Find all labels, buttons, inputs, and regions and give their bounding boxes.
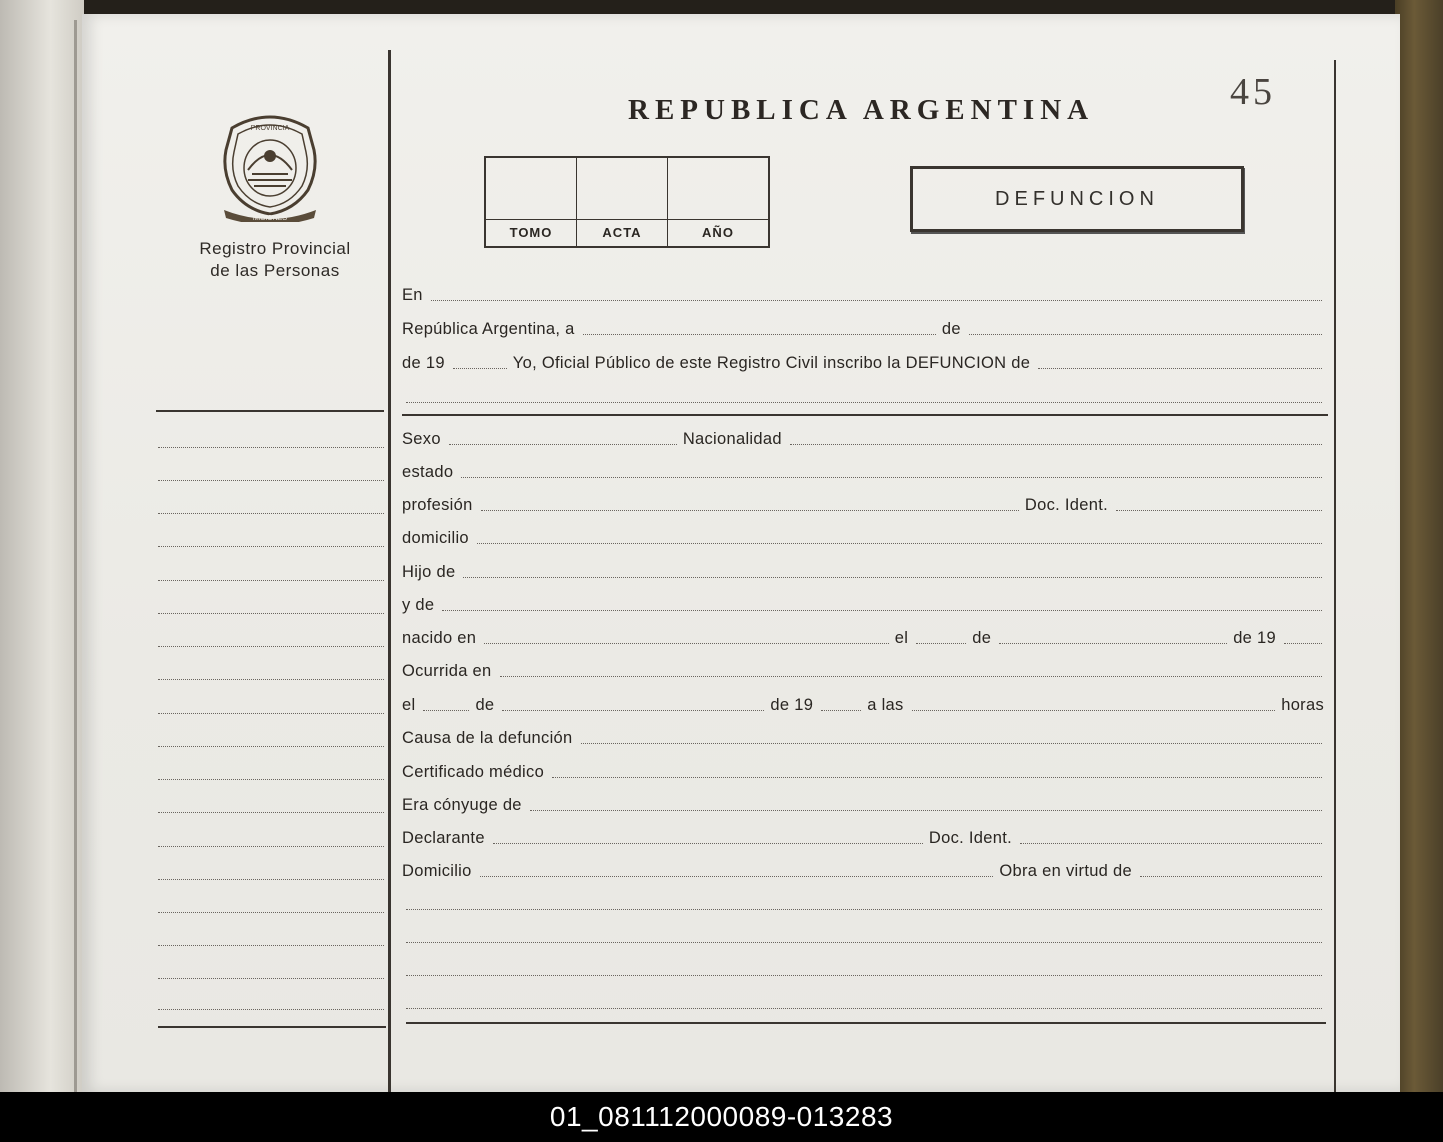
page-title: REPUBLICA ARGENTINA: [628, 94, 1095, 126]
record-number-box: [484, 156, 770, 248]
row-nacido[interactable]: [402, 627, 1328, 649]
row-y-de[interactable]: [402, 594, 1328, 616]
row-blank-4[interactable]: [402, 992, 1328, 1014]
row-ocurrida[interactable]: [402, 660, 1328, 682]
label-doc-ident: Doc. Ident.: [1024, 496, 1108, 514]
label-de-ocurrida: de: [475, 696, 495, 714]
row-intro-blank[interactable]: [402, 386, 1328, 408]
label-y-de: y de: [402, 596, 435, 614]
row-sexo[interactable]: [402, 428, 1328, 450]
row-blank-3[interactable]: [402, 959, 1328, 981]
margin-line[interactable]: [158, 645, 384, 647]
margin-line[interactable]: [158, 1008, 384, 1010]
label-de-mes: de: [972, 629, 992, 647]
margin-line[interactable]: [158, 712, 384, 714]
acta-cell[interactable]: [577, 158, 668, 246]
label-doc-ident-declarante: Doc. Ident.: [928, 829, 1012, 847]
label-hijo-de: Hijo de: [402, 563, 456, 581]
registry-line-1: Registro Provincial: [199, 239, 351, 258]
row-de19-yo[interactable]: [402, 352, 1328, 374]
margin-line[interactable]: [158, 845, 384, 847]
row-hijo-de[interactable]: [402, 561, 1328, 583]
label-el-ocurrida: el: [402, 696, 416, 714]
margin-line[interactable]: [158, 878, 384, 880]
label-de19: de 19: [402, 354, 445, 372]
row-en[interactable]: [402, 284, 1328, 306]
margin-line[interactable]: [158, 678, 384, 680]
margin-line[interactable]: [158, 512, 384, 514]
margin-line[interactable]: [158, 745, 384, 747]
book-cover-edge: [1395, 0, 1443, 1092]
row-declarante[interactable]: [402, 827, 1328, 849]
registry-name: [170, 238, 380, 282]
registry-line-2: de las Personas: [210, 261, 340, 280]
section-divider: [402, 414, 1328, 416]
margin-line[interactable]: [158, 446, 384, 448]
label-de19-nacido: de 19: [1233, 629, 1276, 647]
margin-divider: [388, 50, 391, 1092]
page-number: 45: [1230, 71, 1276, 113]
label-el: el: [894, 629, 909, 647]
anio-label: AÑO: [668, 219, 768, 246]
margin-divider-bottom: [158, 1026, 386, 1028]
label-ocurrida-en: Ocurrida en: [402, 662, 492, 680]
margin-line[interactable]: [158, 612, 384, 614]
label-certificado: Certificado médico: [402, 763, 545, 781]
row-causa[interactable]: [402, 727, 1328, 749]
row-fecha-hora[interactable]: [402, 694, 1328, 716]
margin-line[interactable]: [158, 545, 384, 547]
seal-bottom-text: MISIONES: [252, 215, 288, 222]
margin-line[interactable]: [158, 911, 384, 913]
acta-label: ACTA: [577, 219, 667, 246]
label-sexo: Sexo: [402, 430, 441, 448]
label-nacido-en: nacido en: [402, 629, 477, 647]
tomo-label: TOMO: [486, 219, 576, 246]
label-obra: Obra en virtud de: [999, 862, 1132, 880]
right-border: [1334, 60, 1336, 1092]
label-nacionalidad: Nacionalidad: [682, 430, 782, 448]
row-blank-2[interactable]: [402, 926, 1328, 948]
margin-line[interactable]: [158, 778, 384, 780]
row-domicilio[interactable]: [402, 527, 1328, 549]
margin-line[interactable]: [158, 811, 384, 813]
label-a-las: a las: [867, 696, 904, 714]
label-en: En: [402, 286, 423, 304]
label-yo: Yo, Oficial Público de este Registro Civil inscribo la DEFUNCION de: [512, 354, 1031, 372]
label-horas: horas: [1281, 696, 1324, 714]
bottom-divider: [406, 1022, 1326, 1024]
row-republica[interactable]: [402, 318, 1328, 340]
tomo-cell[interactable]: [486, 158, 577, 246]
certificate-type-box: DEFUNCION: [910, 166, 1244, 232]
margin-line[interactable]: [158, 977, 384, 979]
margin-line[interactable]: [158, 944, 384, 946]
row-domicilio-obra[interactable]: [402, 860, 1328, 882]
footer-id: 01_081112000089-013283: [0, 1092, 1443, 1142]
seal-top-text: PROVINCIA: [250, 125, 290, 132]
margin-divider-top: [156, 410, 384, 412]
row-certificado[interactable]: [402, 761, 1328, 783]
row-blank-1[interactable]: [402, 893, 1328, 915]
label-de: de: [941, 320, 961, 338]
label-causa: Causa de la defunción: [402, 729, 573, 747]
row-conyuge[interactable]: [402, 794, 1328, 816]
label-domicilio-declarante: Domicilio: [402, 862, 472, 880]
margin-line[interactable]: [158, 579, 384, 581]
label-domicilio: domicilio: [402, 529, 469, 547]
label-profesion: profesión: [402, 496, 473, 514]
label-de19-ocurrida: de 19: [770, 696, 814, 714]
label-declarante: Declarante: [402, 829, 485, 847]
margin-line[interactable]: [158, 479, 384, 481]
background-top: [0, 0, 1443, 14]
provincial-seal-icon: [218, 110, 322, 222]
label-conyuge: Era cónyuge de: [402, 796, 522, 814]
previous-page-edge: [0, 0, 84, 1092]
label-estado: estado: [402, 463, 454, 481]
anio-cell[interactable]: [668, 158, 768, 246]
row-profesion[interactable]: [402, 494, 1328, 516]
row-estado[interactable]: [402, 461, 1328, 483]
label-republica: República Argentina, a: [402, 320, 575, 338]
